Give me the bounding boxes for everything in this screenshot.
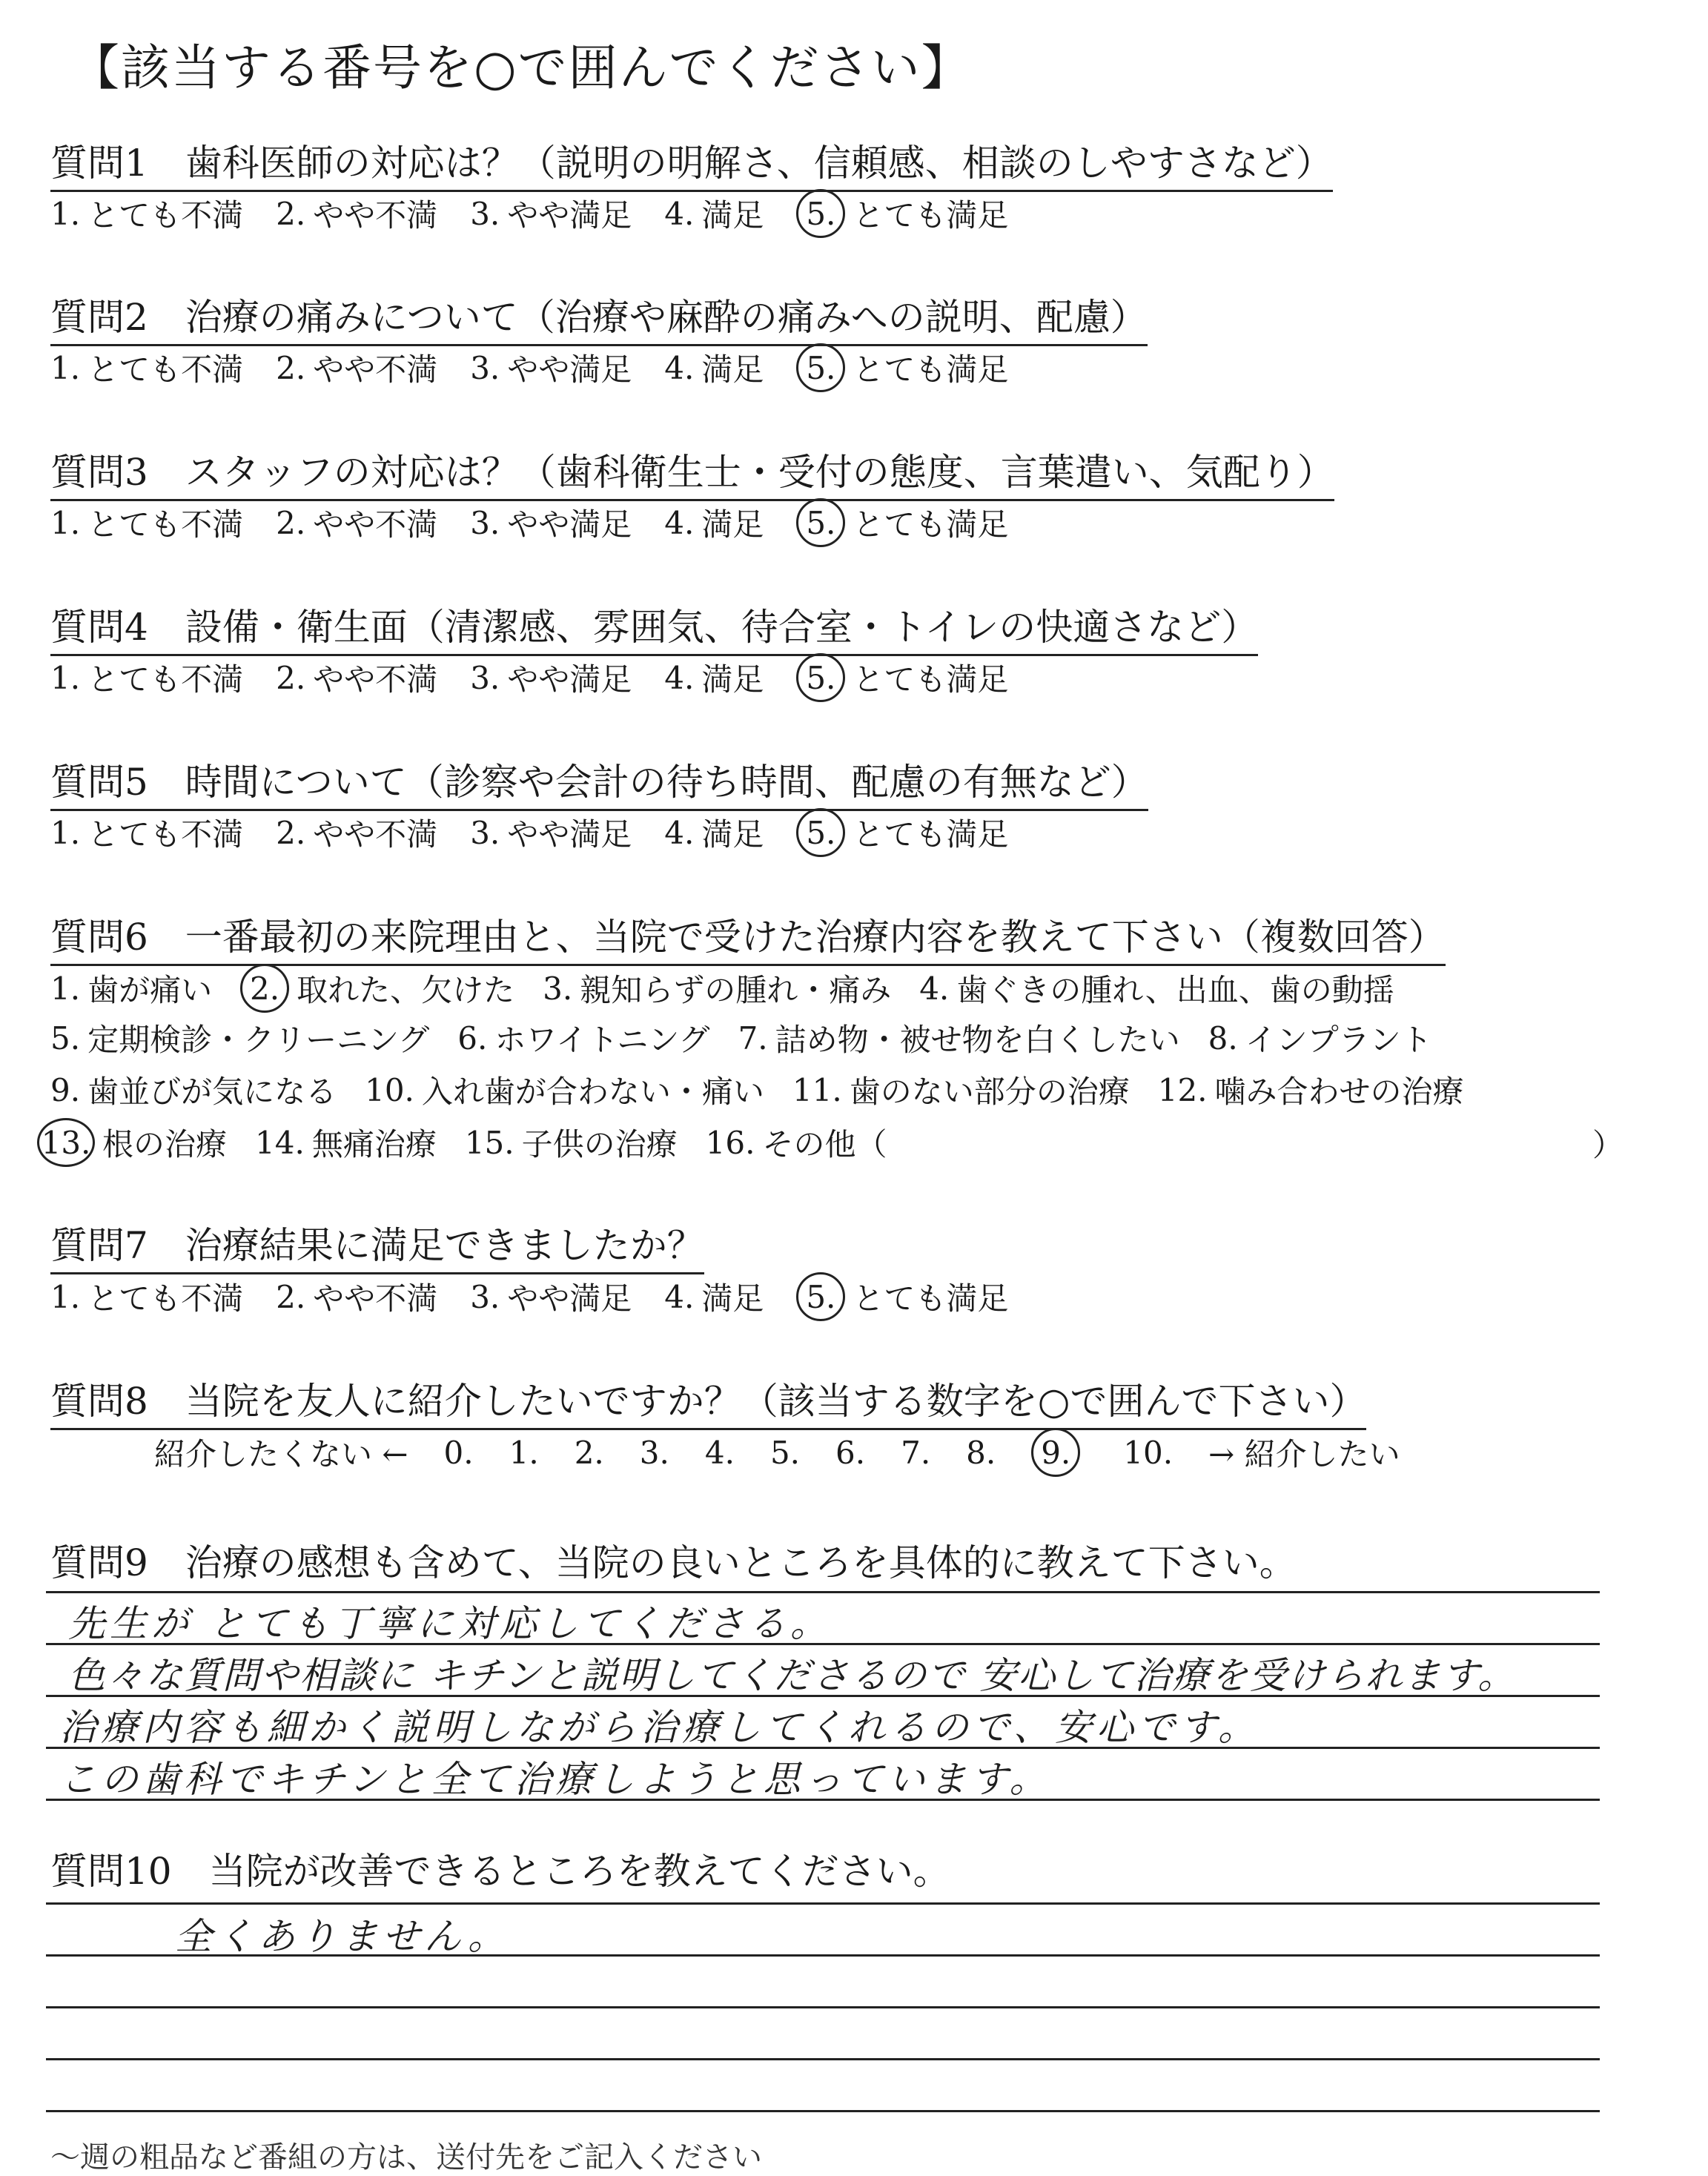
scale-5: 5. — [769, 1434, 801, 1471]
question-3-options — [50, 498, 1041, 547]
option-3: 3. やや満足 — [470, 659, 632, 698]
option-1: 1. とても不満 — [50, 659, 244, 698]
q6-option-9: 9. 歯並びが気になる — [50, 1071, 337, 1110]
option-5-selected: 5. とても満足 — [796, 1272, 1008, 1321]
option-2: 2. やや不満 — [276, 814, 438, 853]
q6-option-5: 5. 定期検診・クリーニング — [50, 1019, 430, 1058]
question-3-heading: 質問3 スタッフの対応は？（歯科衛生士・受付の態度、言葉遣い、気配り） — [50, 443, 1334, 501]
option-5-selected: 5. とても満足 — [796, 189, 1008, 238]
question-2-options — [50, 343, 1041, 392]
option-5-selected: 5. とても満足 — [796, 808, 1008, 857]
question-1-options — [50, 189, 1041, 238]
scale-left-label: 紹介したくない ← — [154, 1436, 408, 1472]
scale-0: 0. — [443, 1434, 474, 1471]
answer-line — [46, 2006, 1600, 2008]
question-8-scale — [154, 1428, 1436, 1477]
q9-answer-line-4: この歯科でキチンと全て治療しようと思っています。 — [59, 1758, 1051, 1801]
q6-option-11: 11. 歯のない部分の治療 — [792, 1071, 1130, 1110]
question-6-heading: 質問6 一番最初の来院理由と、当院で受けた治療内容を教えて下さい（複数回答） — [50, 907, 1446, 966]
q6-option-2-selected: 2. 取れた、欠けた — [240, 964, 514, 1013]
answer-line — [46, 1902, 1600, 1905]
q6-option-14: 14. 無痛治療 — [255, 1124, 437, 1163]
option-2: 2. やや不満 — [276, 659, 438, 698]
selection-circle: 5. — [796, 653, 845, 702]
option-5-selected: 5. とても満足 — [796, 498, 1008, 547]
selection-circle: 5. — [796, 189, 845, 238]
option-4: 4. 満足 — [664, 349, 764, 388]
option-3: 3. やや満足 — [470, 195, 632, 234]
question-10-heading: 質問10 当院が改善できるところを教えてください。 — [50, 1850, 950, 1893]
scale-8: 8. — [966, 1434, 996, 1471]
question-5-options — [50, 808, 1041, 857]
scale-9-selected — [1031, 1428, 1088, 1477]
answer-line — [46, 1591, 1600, 1593]
option-2: 2. やや不満 — [276, 195, 438, 234]
option-4: 4. 満足 — [664, 814, 764, 853]
question-1-heading: 質問1 歯科医師の対応は？（説明の明解さ、信頼感、相談のしやすさなど） — [50, 133, 1333, 192]
question-7-options — [50, 1272, 1041, 1321]
selection-circle: 2. — [240, 964, 289, 1013]
q6-option-10: 10. 入れ歯が合わない・痛い — [365, 1071, 764, 1110]
option-1: 1. とても不満 — [50, 1278, 244, 1317]
option-2: 2. やや不満 — [276, 504, 438, 543]
scale-10: 10. — [1123, 1434, 1174, 1471]
option-1: 1. とても不満 — [50, 195, 244, 234]
question-5-heading: 質問5 時間について（診察や会計の待ち時間、配慮の有無など） — [50, 753, 1148, 811]
q6-option-13-selected: 13. 根の治療 — [37, 1118, 227, 1167]
option-3: 3. やや満足 — [470, 349, 632, 388]
q9-answer-line-1: 先生が とても丁寧に対応してくださる。 — [68, 1602, 832, 1645]
selection-circle: 5. — [796, 808, 845, 857]
scale-4: 4. — [704, 1434, 735, 1471]
selection-circle: 5. — [796, 1272, 845, 1321]
selection-circle: 5. — [796, 498, 845, 547]
option-4: 4. 満足 — [664, 659, 764, 698]
scale-3: 3. — [639, 1434, 669, 1471]
option-5-selected: 5. とても満足 — [796, 343, 1008, 392]
option-3: 3. やや満足 — [470, 1278, 632, 1317]
q6-other-close-paren: ） — [1592, 1127, 1624, 1163]
option-3: 3. やや満足 — [470, 814, 632, 853]
option-2: 2. やや不満 — [276, 1278, 438, 1317]
option-5-selected: 5. とても満足 — [796, 653, 1008, 702]
option-3: 3. やや満足 — [470, 504, 632, 543]
q6-option-1: 1. 歯が痛い — [50, 970, 213, 1008]
q9-answer-line-2: 色々な質問や相談に キチンと説明してくださるので 安心して治療を受けられます。 — [68, 1654, 1517, 1697]
q10-answer-line-1: 全くありません。 — [175, 1915, 509, 1958]
answer-line — [46, 2110, 1600, 2112]
scale-right-label: → 紹介したい — [1208, 1436, 1400, 1472]
q6-option-12: 12. 噛み合わせの治療 — [1157, 1071, 1464, 1110]
q6-option-6: 6. ホワイトニング — [457, 1019, 710, 1058]
q6-option-16: 16. その他（ — [705, 1124, 887, 1163]
q6-option-15: 15. 子供の治療 — [464, 1124, 678, 1163]
question-6-row-4 — [37, 1118, 915, 1167]
scale-1: 1. — [509, 1434, 539, 1471]
question-7-heading: 質問7 治療結果に満足できましたか？ — [50, 1216, 704, 1274]
scale-2: 2. — [574, 1434, 604, 1471]
option-2: 2. やや不満 — [276, 349, 438, 388]
answer-line — [46, 2058, 1600, 2060]
option-4: 4. 満足 — [664, 504, 764, 543]
option-1: 1. とても不満 — [50, 814, 244, 853]
scale-6: 6. — [835, 1434, 866, 1471]
q6-option-7: 7. 詰め物・被せ物を白くしたい — [738, 1019, 1180, 1058]
q9-answer-line-3: 治療内容も細かく説明しながら治療してくれるので、安心です。 — [59, 1706, 1260, 1749]
option-1: 1. とても不満 — [50, 349, 244, 388]
option-4: 4. 満足 — [664, 1278, 764, 1317]
scale-7: 7. — [901, 1434, 931, 1471]
page-title: 【該当する番号を○で囲んでください】 — [70, 39, 972, 96]
q6-option-4: 4. 歯ぐきの腫れ、出血、歯の動揺 — [919, 970, 1394, 1008]
selection-circle: 13. — [37, 1118, 95, 1167]
question-6-row-2 — [50, 1016, 1460, 1060]
question-4-options — [50, 653, 1041, 702]
footer-note: 〜週の粗品など番組の方は、送付先をご記入ください — [50, 2140, 762, 2175]
selection-circle: 9. — [1031, 1428, 1080, 1477]
q6-option-8: 8. インプラント — [1208, 1019, 1432, 1058]
option-4: 4. 満足 — [664, 195, 764, 234]
selection-circle: 5. — [796, 343, 845, 392]
question-6-row-3 — [50, 1068, 1492, 1112]
option-1: 1. とても不満 — [50, 504, 244, 543]
question-8-heading: 質問8 当院を友人に紹介したいですか？（該当する数字を○で囲んで下さい） — [50, 1372, 1366, 1430]
question-2-heading: 質問2 治療の痛みについて（治療や麻酔の痛みへの説明、配慮） — [50, 288, 1148, 346]
question-4-heading: 質問4 設備・衛生面（清潔感、雰囲気、待合室・トイレの快適さなど） — [50, 598, 1258, 656]
question-9-heading: 質問9 治療の感想も含めて、当院の良いところを具体的に教えて下さい。 — [50, 1541, 1297, 1584]
question-6-row-1 — [50, 964, 1423, 1013]
q6-option-3: 3. 親知らずの腫れ・痛み — [543, 970, 892, 1008]
